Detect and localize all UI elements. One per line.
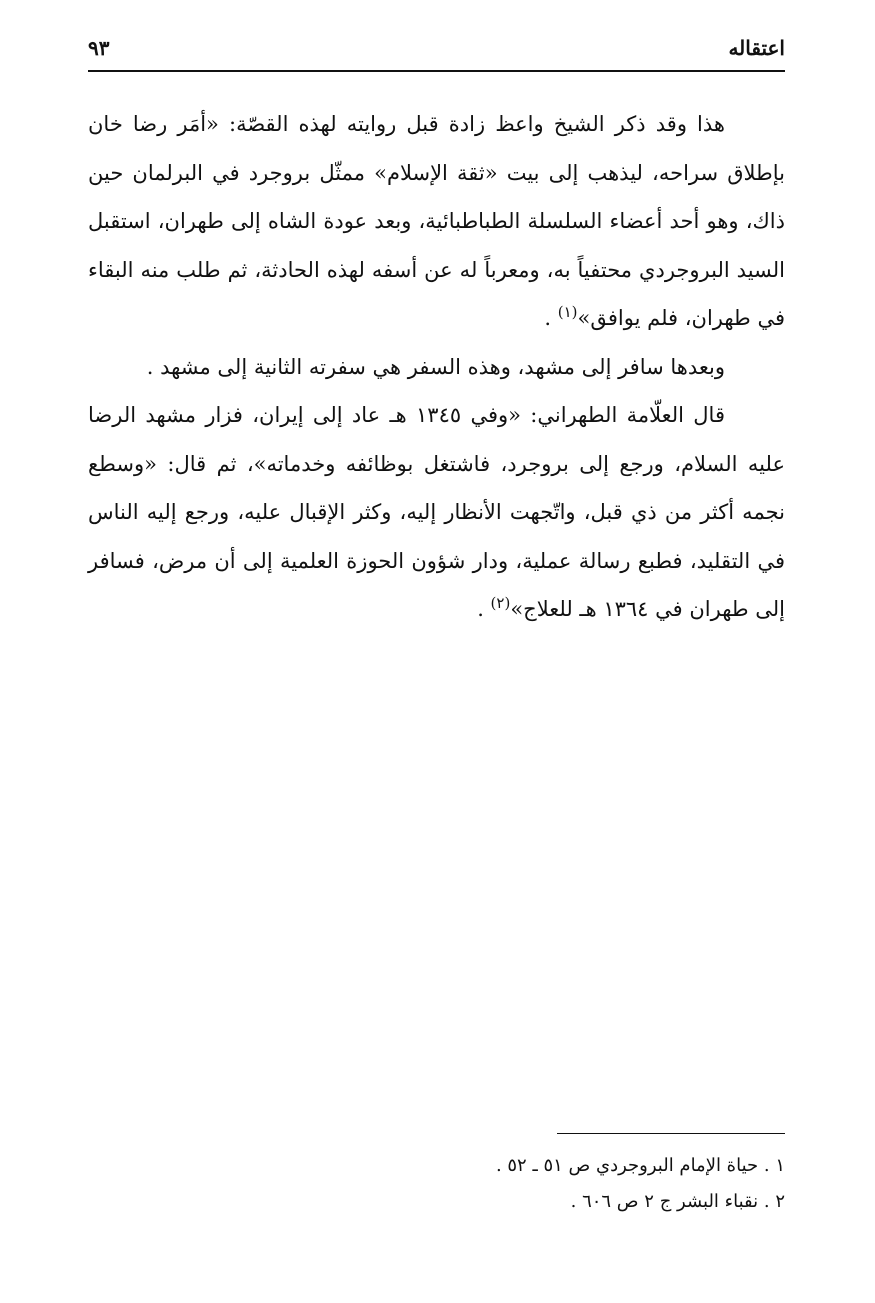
paragraph-text: هذا وقد ذكر الشيخ واعظ زادة قبل روايته لهذه القصّة: «أمَر رضا خان بإطلاق سراحه، ليذهب إلى بيت «ثقة الإسلام» ممثّل بروجرد في البرلمان حين ذاك، وهو أحد أعضاء السلسلة الطباطبائية، وبعد عودة الشاه إلى طهران، استقبل السيد البروجردي محتفياً به، ومعرباً له عن أسفه لهذه الحادثة، ثم طلب منه البقاء في طهران، فلم يوافق»: [88, 112, 785, 330]
paragraph: [88, 100, 785, 343]
footnote: ١ . حياة الإمام البروجردي ص ٥١ ـ ٥٢ .: [495, 1155, 785, 1176]
chapter-title: اعتقاله: [728, 36, 785, 60]
footnote-reference: (٢): [490, 594, 511, 612]
footnote: ٢ . نقباء البشر ج ٢ ص ٦٠٦ .: [570, 1191, 785, 1212]
footnote-divider: [557, 1133, 785, 1134]
running-header: [88, 30, 785, 70]
header-divider: [88, 70, 785, 72]
paragraph-end: .: [477, 597, 491, 621]
paragraph: [88, 343, 785, 392]
paragraph: [88, 391, 785, 634]
footnote-reference: (١): [557, 303, 578, 321]
footnotes: [88, 1148, 785, 1220]
page-number: ٩٣: [88, 36, 110, 60]
paragraph-text: وبعدها سافر إلى مشهد، وهذه السفر هي سفرته الثانية إلى مشهد .: [146, 354, 725, 379]
paragraph-end: .: [544, 306, 558, 330]
main-text: [88, 100, 785, 634]
paragraph-text: قال العلّامة الطهراني: «وفي ١٣٤٥ هـ عاد إلى إيران، فزار مشهد الرضا عليه السلام، ورجع إلى بروجرد، فاشتغل بوظائفه وخدماته»، ثم قال: «وسطع نجمه أكثر من ذي قبل، واتّجهت الأنظار إليه، وكثر الإقبال عليه، ورجع إليه الناس في التقليد، فطبع رسالة عملية، ودار شؤون الحوزة العلمية إلى أن مرض، فسافر إلى طهران في ١٣٦٤ هـ للعلاج»: [88, 403, 785, 621]
